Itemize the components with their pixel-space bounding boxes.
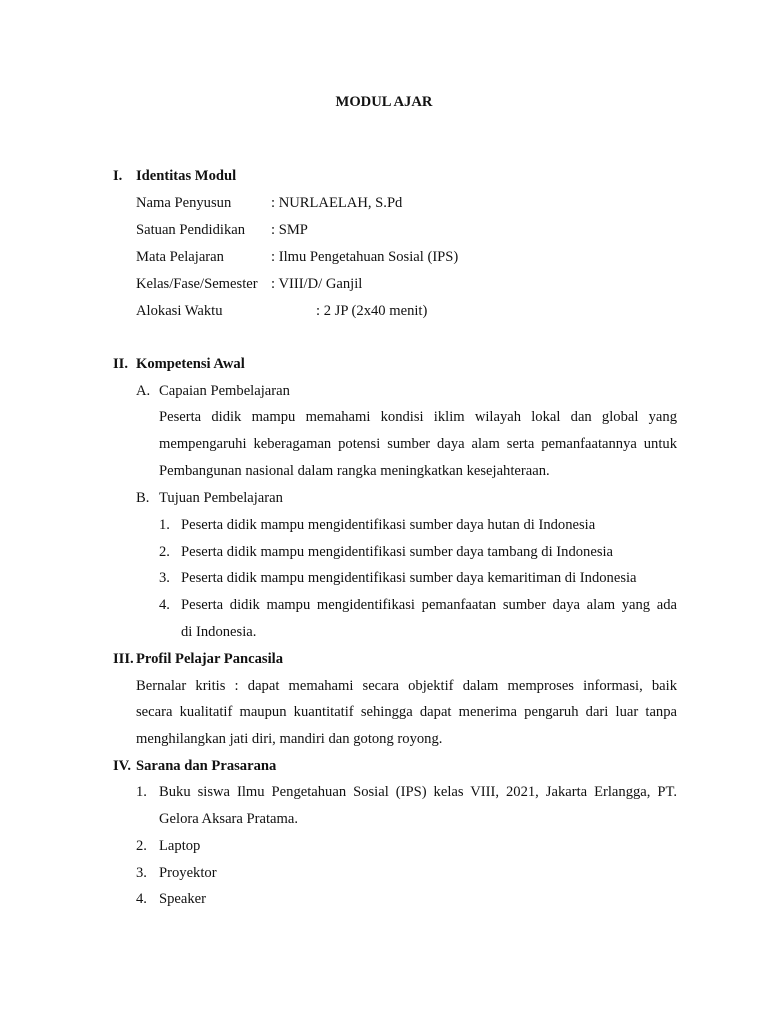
sarana-item-3-text: Proyektor [159,865,217,881]
section-2-number: II. [113,356,129,372]
profil-line-2: secara kualitatif maupun kuantitatif sehingga dapat menerima pengaruh dari luar tanpa [136,704,677,720]
section-3-number: III. [113,651,134,667]
section-1-heading: Identitas Modul [136,168,237,184]
field-value-mata-pelajaran: : Ilmu Pengetahuan Sosial (IPS) [271,249,459,265]
section-2-heading: Kompetensi Awal [136,356,245,372]
field-label-kelas: Kelas/Fase/Semester [136,276,258,292]
field-label-mata-pelajaran: Mata Pelajaran [136,249,224,265]
profil-line-1: Bernalar kritis : dapat memahami secara objektif dalam memproses informasi, baik [136,678,677,694]
field-value-alokasi-waktu: : 2 JP (2x40 menit) [316,303,428,319]
section-1-number: I. [113,168,123,184]
capaian-line-1: Peserta didik mampu memahami kondisi iklim wilayah lokal dan global yang [159,409,677,425]
profil-line-3: menghilangkan jati diri, mandiri dan gotong royong. [136,731,443,747]
subsection-b-letter: B. [136,490,150,506]
tujuan-item-2-number: 2. [159,544,170,560]
tujuan-item-4-continuation: di Indonesia. [181,624,257,640]
sarana-item-4-text: Speaker [159,891,207,907]
section-4-number: IV. [113,758,131,774]
field-label-satuan-pendidikan: Satuan Pendidikan [136,222,246,238]
tujuan-item-2-text: Peserta didik mampu mengidentifikasi sumber daya tambang di Indonesia [181,544,614,560]
field-value-nama-penyusun: : NURLAELAH, S.Pd [271,195,403,211]
field-value-satuan-pendidikan: : SMP [271,222,308,238]
field-label-alokasi-waktu: Alokasi Waktu [136,303,223,319]
subsection-b-heading: Tujuan Pembelajaran [159,490,283,506]
tujuan-item-1-number: 1. [159,517,170,533]
field-value-kelas: : VIII/D/ Ganjil [271,276,363,292]
tujuan-item-3-text: Peserta didik mampu mengidentifikasi sumber daya kemaritiman di Indonesia [181,570,637,586]
capaian-line-2: mempengaruhi keberagaman potensi sumber daya alam serta pemanfaatannya untuk [159,436,677,452]
document-title: MODUL AJAR [335,94,433,110]
sarana-item-2-text: Laptop [159,838,201,854]
subsection-a-letter: A. [136,383,151,399]
sarana-item-1-number: 1. [136,784,147,800]
section-3-heading: Profil Pelajar Pancasila [136,651,283,667]
tujuan-item-4-number: 4. [159,597,170,613]
sarana-item-3-number: 3. [136,865,147,881]
tujuan-item-4-text: Peserta didik mampu mengidentifikasi pemanfaatan sumber daya alam yang ada [181,597,677,613]
sarana-item-2-number: 2. [136,838,147,854]
sarana-item-1-continuation: Gelora Aksara Pratama. [159,811,298,827]
sarana-item-1-text: Buku siswa Ilmu Pengetahuan Sosial (IPS) kelas VIII, 2021, Jakarta Erlangga, PT. [159,784,677,800]
tujuan-item-3-number: 3. [159,570,170,586]
capaian-line-3: Pembangunan nasional dalam rangka meningkatkan kesejahteraan. [159,463,550,479]
subsection-a-heading: Capaian Pembelajaran [159,383,290,399]
section-4-heading: Sarana dan Prasarana [136,758,277,774]
field-label-nama-penyusun: Nama Penyusun [136,195,232,211]
sarana-item-4-number: 4. [136,891,147,907]
tujuan-item-1-text: Peserta didik mampu mengidentifikasi sumber daya hutan di Indonesia [181,517,596,533]
